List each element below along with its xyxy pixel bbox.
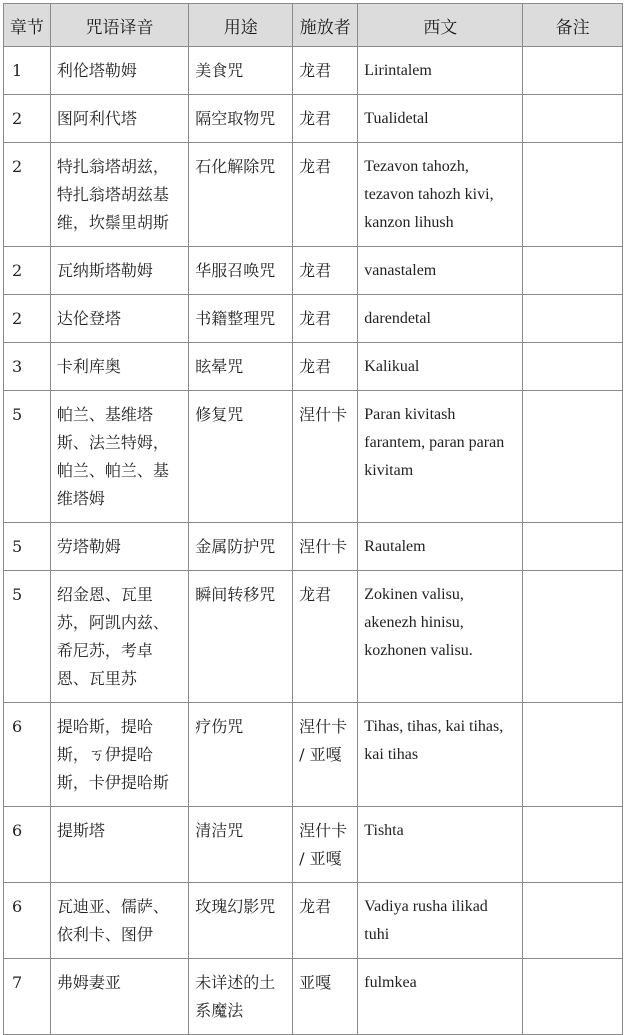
table-row: [4, 391, 623, 523]
latin-cell: fulmkea: [358, 959, 523, 1035]
caster-cell: 龙君: [293, 883, 358, 959]
caster-cell: 龙君: [293, 247, 358, 295]
header-usage: 用途: [189, 4, 293, 47]
chapter-cell: 2: [4, 95, 51, 143]
caster-cell: 龙君: [293, 47, 358, 95]
table-row: [4, 95, 623, 143]
table-row: [4, 959, 623, 1035]
table-row: [4, 247, 623, 295]
latin-cell: Tualidetal: [358, 95, 523, 143]
usage-cell: 玫瑰幻影咒: [189, 883, 293, 959]
latin-cell: Tishta: [358, 807, 523, 883]
header-chapter: 章节: [4, 4, 51, 47]
pronunciation-cell: 瓦迪亚、儒萨、依利卡、图伊: [50, 883, 188, 959]
chapter-cell: 1: [4, 47, 51, 95]
pronunciation-cell: 卡利库奥: [50, 343, 188, 391]
usage-cell: 疗伤咒: [189, 703, 293, 807]
caster-cell: 亚嘎: [293, 959, 358, 1035]
note-cell: [523, 295, 623, 343]
pronunciation-cell: 提斯塔: [50, 807, 188, 883]
chapter-cell: 2: [4, 247, 51, 295]
note-cell: [523, 143, 623, 247]
table-row: [4, 523, 623, 571]
note-cell: [523, 523, 623, 571]
table-row: [4, 703, 623, 807]
latin-cell: Vadiya rusha ilikad tuhi: [358, 883, 523, 959]
table-row: [4, 295, 623, 343]
pronunciation-cell: 弗姆妻亚: [50, 959, 188, 1035]
caster-cell: 涅什卡 / 亚嘎: [293, 807, 358, 883]
note-cell: [523, 95, 623, 143]
chapter-cell: 5: [4, 571, 51, 703]
usage-cell: 书籍整理咒: [189, 295, 293, 343]
latin-cell: Paran kivitash farantem, paran paran kivitam: [358, 391, 523, 523]
chapter-cell: 7: [4, 959, 51, 1035]
chapter-cell: 5: [4, 391, 51, 523]
latin-cell: Kalikual: [358, 343, 523, 391]
caster-cell: 涅什卡 / 亚嘎: [293, 703, 358, 807]
pronunciation-cell: 瓦纳斯塔勒姆: [50, 247, 188, 295]
pronunciation-cell: 图阿利代塔: [50, 95, 188, 143]
pronunciation-cell: 达伦登塔: [50, 295, 188, 343]
note-cell: [523, 703, 623, 807]
note-cell: [523, 343, 623, 391]
caster-cell: 龙君: [293, 95, 358, 143]
pronunciation-cell: 利伦塔勒姆: [50, 47, 188, 95]
note-cell: [523, 247, 623, 295]
header-row: [4, 4, 623, 47]
usage-cell: 清洁咒: [189, 807, 293, 883]
latin-cell: Tihas, tihas, kai tihas, kai tihas: [358, 703, 523, 807]
usage-cell: 未详述的土系魔法: [189, 959, 293, 1035]
note-cell: [523, 391, 623, 523]
caster-cell: 涅什卡: [293, 523, 358, 571]
note-cell: [523, 959, 623, 1035]
caster-cell: 龙君: [293, 143, 358, 247]
chapter-cell: 5: [4, 523, 51, 571]
pronunciation-cell: 帕兰、基维塔斯、法兰特姆，帕兰、帕兰、基维塔姆: [50, 391, 188, 523]
note-cell: [523, 807, 623, 883]
usage-cell: 石化解除咒: [189, 143, 293, 247]
caster-cell: 龙君: [293, 571, 358, 703]
table-row: [4, 143, 623, 247]
usage-cell: 修复咒: [189, 391, 293, 523]
header-pronunciation: 咒语译音: [50, 4, 188, 47]
latin-cell: darendetal: [358, 295, 523, 343]
pronunciation-cell: 绍金恩、瓦里苏，阿凯内兹、希尼苏，考卓恩、瓦里苏: [50, 571, 188, 703]
table-row: [4, 571, 623, 703]
chapter-cell: 2: [4, 295, 51, 343]
pronunciation-cell: 劳塔勒姆: [50, 523, 188, 571]
chapter-cell: 2: [4, 143, 51, 247]
pronunciation-cell: 特扎翁塔胡兹，特扎翁塔胡兹基维，坎鬃里胡斯: [50, 143, 188, 247]
spell-table: [3, 3, 623, 1035]
usage-cell: 美食咒: [189, 47, 293, 95]
usage-cell: 眩晕咒: [189, 343, 293, 391]
latin-cell: Lirintalem: [358, 47, 523, 95]
usage-cell: 隔空取物咒: [189, 95, 293, 143]
usage-cell: 瞬间转移咒: [189, 571, 293, 703]
note-cell: [523, 571, 623, 703]
caster-cell: 涅什卡: [293, 391, 358, 523]
table-row: [4, 883, 623, 959]
table-row: [4, 807, 623, 883]
caster-cell: 龙君: [293, 343, 358, 391]
usage-cell: 金属防护咒: [189, 523, 293, 571]
header-latin: 西文: [358, 4, 523, 47]
header-caster: 施放者: [293, 4, 358, 47]
latin-cell: Zokinen valisu, akenezh hinisu, kozhonen valisu.: [358, 571, 523, 703]
note-cell: [523, 47, 623, 95]
latin-cell: vanastalem: [358, 247, 523, 295]
chapter-cell: 6: [4, 883, 51, 959]
note-cell: [523, 883, 623, 959]
chapter-cell: 3: [4, 343, 51, 391]
caster-cell: 龙君: [293, 295, 358, 343]
header-note: 备注: [523, 4, 623, 47]
pronunciation-cell: 提哈斯，提哈斯，ㄎ伊提哈斯，卡伊提哈斯: [50, 703, 188, 807]
usage-cell: 华服召唤咒: [189, 247, 293, 295]
table-row: [4, 47, 623, 95]
latin-cell: Tezavon tahozh, tezavon tahozh kivi, kanzon lihush: [358, 143, 523, 247]
latin-cell: Rautalem: [358, 523, 523, 571]
table-row: [4, 343, 623, 391]
chapter-cell: 6: [4, 807, 51, 883]
chapter-cell: 6: [4, 703, 51, 807]
